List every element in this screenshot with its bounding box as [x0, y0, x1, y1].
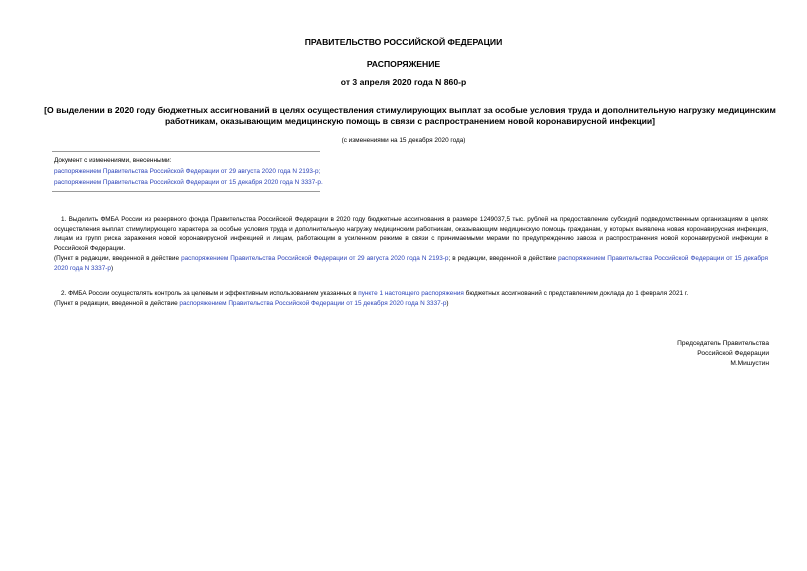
paragraph-2-text: бюджетных ассигнований с представлением доклада до 1 февраля 2021 г.	[463, 290, 689, 297]
paragraph-2-edition-note	[54, 299, 768, 309]
amendment-note: (с изменениями на 15 декабря 2020 года)	[341, 137, 466, 144]
amendment-link-2193[interactable]: распоряжением Правительства Российской Федерации от 29 августа 2020 года N 2193-р;	[54, 168, 321, 175]
document-type-heading: РАСПОРЯЖЕНИЕ	[366, 59, 441, 69]
paragraph-1: 1. Выделить ФМБА России из резервного фонда Правительства Российской Федерации в 2020 году бюджетные ассигнования в размере 1249037,5 тыс. рублей на предоставление субсидий подведомственным организациям в целях осуществления выплат стимулирующего характера за особые условия труда и дополнительную нагрузку медицинским работникам, оказывающим медицинскую помощь гражданам, у которых выявлена новая коронавирусная инфекция, лицам из групп риска заражения новой коронавирусной инфекцией и лицам, работающим в усиленном режиме в связи с принимаемыми мерами по предупреждению завоза и распространения новой коронавирусной инфекции в Российской Федерации.	[54, 216, 768, 252]
note-text: )	[110, 264, 114, 272]
amendments-heading: Документ с изменениями, внесенными:	[54, 157, 172, 164]
edition-link-3337-p2[interactable]: распоряжением Правительства Российской Федерации от 15 декабря 2020 года N 3337-р	[179, 300, 447, 307]
note-text: (Пункт в редакции, введенной в действие	[54, 300, 180, 307]
signatory-organization: Российской Федерации	[697, 350, 769, 357]
signature-block	[677, 339, 769, 369]
note-text: ; в редакции, введенной в действие	[448, 255, 559, 262]
paragraph-2-text: 2. ФМБА России осуществлять контроль за целевым и эффективным использованием указанных в	[61, 290, 359, 297]
edition-link-2193[interactable]: распоряжением Правительства Российской Федерации от 29 августа 2020 года N 2193-р	[181, 255, 449, 262]
note-text: )	[446, 300, 449, 307]
amendment-link-3337[interactable]: распоряжением Правительства Российской Федерации от 15 декабря 2020 года N 3337-р.	[54, 179, 323, 186]
document-title: [О выделении в 2020 году бюджетных ассигнований в целях осуществления стимулирующих выплат за особые условия труда и дополнительную нагрузку медицинским работникам, оказывающим медицинскую помощь в связи с распространением новой коронавирусной инфекции]	[44, 105, 776, 126]
signatory-position: Председатель Правительства	[677, 340, 769, 347]
note-text: (Пункт в редакции, введенной в действие	[54, 255, 182, 262]
document-date-number: от 3 апреля 2020 года N 860-р	[340, 77, 467, 87]
government-heading: ПРАВИТЕЛЬСТВО РОССИЙСКОЙ ФЕДЕРАЦИИ	[304, 37, 503, 47]
paragraph-1-reference-link[interactable]: пункте 1 настоящего распоряжения	[358, 290, 464, 297]
paragraph-1-edition-note	[54, 254, 768, 273]
paragraph-2	[54, 289, 768, 299]
amendments-box	[54, 155, 323, 188]
amendments-divider-bottom	[52, 191, 320, 192]
edition-link-3337[interactable]: распоряжением Правительства Российской Федерации от 15 декабря 2020 года N 3337-р	[54, 255, 768, 272]
signatory-name: М.Мишустин	[730, 360, 769, 367]
amendments-divider-top	[52, 151, 320, 152]
